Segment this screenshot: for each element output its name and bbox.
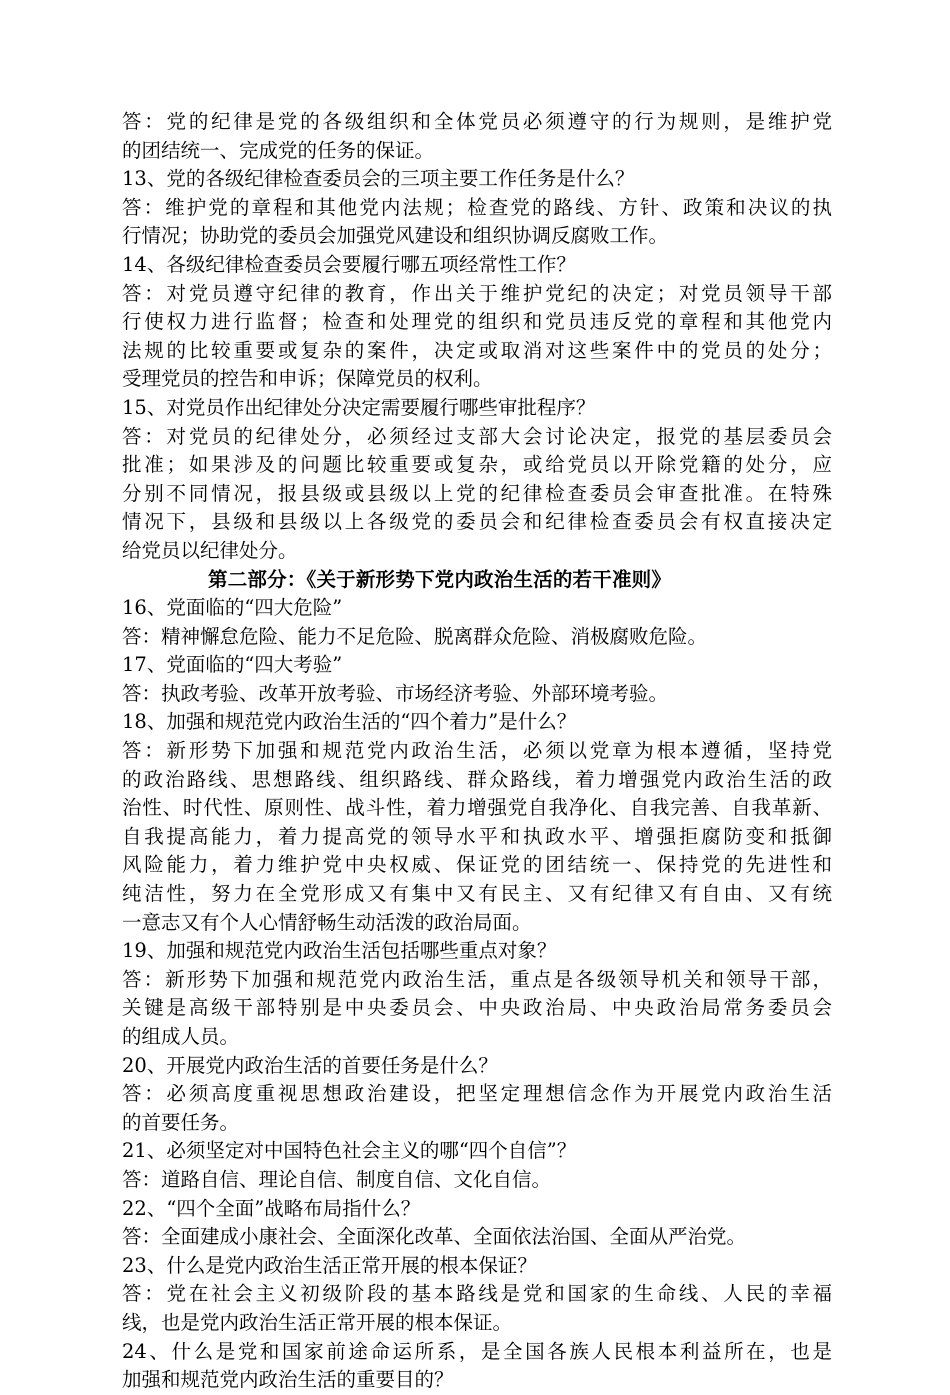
text-line: 14、各级纪律检查委员会要履行哪五项经常性工作？: [122, 252, 576, 276]
text-line: 13、党的各级纪律检查委员会的三项主要工作任务是什么？: [122, 167, 635, 191]
text-line: 答：必须高度重视思想政治建设，把坚定理想信念作为开展党内政治生活: [122, 1082, 832, 1106]
text-line: 情况下，县级和县级以上各级党的委员会和纪律检查委员会有权直接决定: [122, 510, 832, 534]
text-line: 答：党在社会主义初级阶段的基本路线是党和国家的生命线、人民的幸福: [122, 1282, 832, 1306]
document-page: [122, 108, 832, 1395]
text-line: 法规的比较重要或复杂的案件，决定或取消对这些案件中的党员的处分；: [122, 338, 832, 362]
text-line: 答：对党员遵守纪律的教育，作出关于维护党纪的决定；对党员领导干部: [122, 281, 832, 305]
text-line: 纯洁性，努力在全党形成又有集中又有民主、又有纪律又有自由、又有统: [122, 882, 832, 906]
text-line: 17、党面临的“四大考验”: [122, 653, 343, 677]
text-line: 20、开展党内政治生活的首要任务是什么？: [122, 1053, 498, 1077]
text-line: 24、什么是党和国家前途命运所系，是全国各族人民根本利益所在，也是: [122, 1339, 832, 1363]
text-line: 行使权力进行监督；检查和处理党的组织和党员违反党的章程和其他党内: [122, 310, 832, 334]
text-line: 分别不同情况，报县级或县级以上党的纪律检查委员会审查批准。在特殊: [122, 481, 832, 505]
text-line: 一意志又有个人心情舒畅生动活泼的政治局面。: [122, 910, 532, 934]
text-line: 答：道路自信、理论自信、制度自信、文化自信。: [122, 1167, 552, 1191]
text-line: 19、加强和规范党内政治生活包括哪些重点对象？: [122, 939, 557, 963]
text-line: 答：精神懈怠危险、能力不足危险、脱离群众危险、消极腐败危险。: [122, 624, 708, 648]
text-line: 受理党员的控告和申诉；保障党员的权利。: [122, 367, 493, 391]
text-line: 自我提高能力，着力提高党的领导水平和执政水平、增强拒腐防变和抵御: [122, 824, 832, 848]
text-line: 15、对党员作出纪律处分决定需要履行哪些审批程序？: [122, 395, 596, 419]
text-line: 加强和规范党内政治生活的重要目的？: [122, 1368, 454, 1392]
text-line: 21、必须坚定对中国特色社会主义的哪“四个自信”？: [122, 1139, 577, 1163]
text-line: 答：新形势下加强和规范党内政治生活，重点是各级领导机关和领导干部，: [122, 967, 832, 991]
text-line: 16、党面临的“四大危险”: [122, 596, 343, 620]
text-line: 的组成人员。: [122, 1025, 240, 1048]
text-line: 给党员以纪律处分。: [122, 538, 298, 562]
text-line: 关键是高级干部特别是中央委员会、中央政治局、中央政治局常务委员会: [122, 996, 832, 1020]
text-line: 答：执政考验、改革开放考验、市场经济考验、外部环境考验。: [122, 681, 669, 705]
text-line: 22、“四个全面”战略布局指什么？: [122, 1196, 421, 1220]
text-line: 答：对党员的纪律处分，必须经过支部大会讨论决定，报党的基层委员会: [122, 424, 832, 448]
text-line: 答：新形势下加强和规范党内政治生活，必须以党章为根本遵循，坚持党: [122, 739, 832, 763]
text-line: 答：全面建成小康社会、全面深化改革、全面依法治国、全面从严治党。: [122, 1225, 747, 1249]
section-heading: 第二部分：《关于新形势下党内政治生活的若干准则》: [208, 567, 672, 591]
text-line: 治性、时代性、原则性、战斗性，着力增强党自我净化、自我完善、自我革新、: [122, 796, 832, 820]
text-line: 23、什么是党内政治生活正常开展的根本保证？: [122, 1253, 537, 1277]
text-line: 答：维护党的章程和其他党内法规；检查党的路线、方针、政策和决议的执: [122, 195, 832, 219]
text-line: 答：党的纪律是党的各级组织和全体党员必须遵守的行为规则，是维护党: [122, 110, 832, 133]
text-line: 风险能力，着力维护党中央权威、保证党的团结统一、保持党的先进性和: [122, 853, 832, 877]
text-line: 的首要任务。: [122, 1110, 240, 1134]
text-line: 批准；如果涉及的问题比较重要或复杂，或给党员以开除党籍的处分，应: [122, 453, 832, 477]
text-line: 18、加强和规范党内政治生活的“四个着力”是什么？: [122, 710, 577, 734]
text-line: 的政治路线、思想路线、组织路线、群众路线，着力增强党内政治生活的政: [122, 767, 832, 791]
text-line: 行情况；协助党的委员会加强党风建设和组织协调反腐败工作。: [122, 224, 669, 248]
text-line: 线，也是党内政治生活正常开展的根本保证。: [122, 1310, 513, 1334]
text-line: 的团结统一、完成党的任务的保证。: [122, 138, 435, 162]
